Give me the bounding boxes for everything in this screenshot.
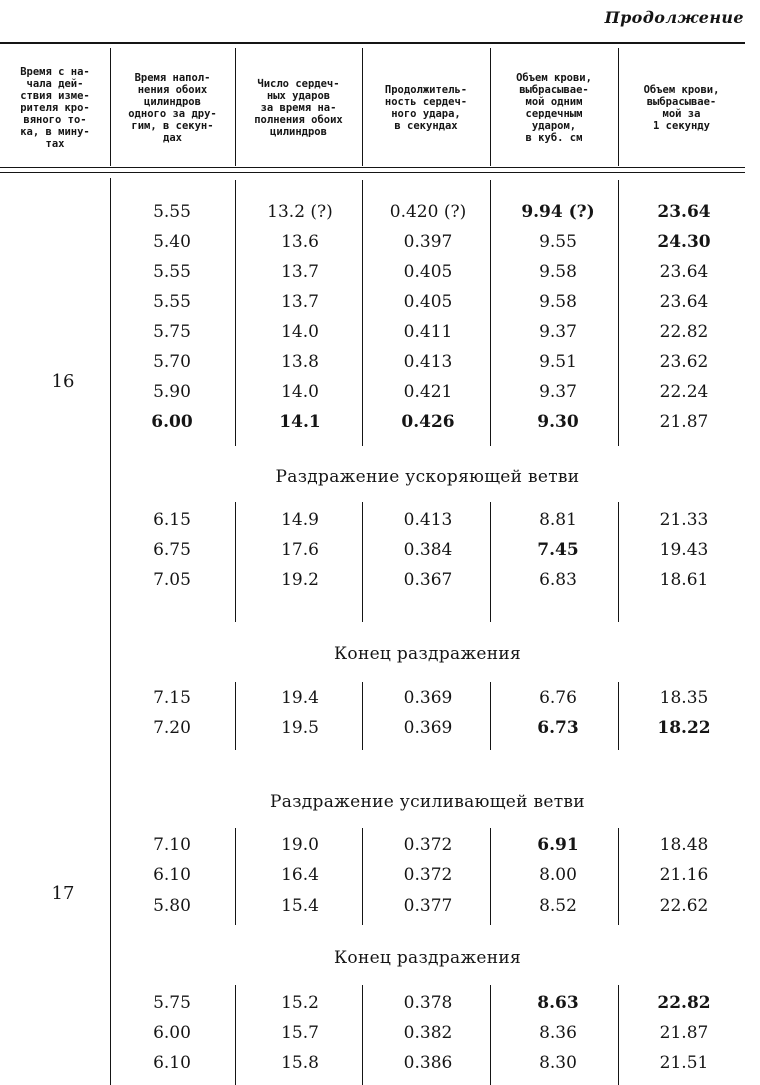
table-cell: 21.87 [659,1023,709,1043]
column-divider [362,985,363,1085]
table-cell: 0.377 [403,896,453,916]
table-cell: 13.7 [281,292,319,312]
column-divider [490,828,491,925]
table-cell: 0.378 [403,993,453,1013]
table-cell: 24.30 [657,232,711,252]
section-title: Конец раздражения [333,644,522,664]
table-cell: 0.369 [403,688,453,708]
table-cell: 9.30 [537,412,579,432]
table-cell: 19.0 [281,835,319,855]
table-cell: 21.51 [659,1053,709,1073]
table-cell: 19.43 [659,540,709,560]
column-header-2: Время напол- нения обоих цилиндров одного за дру- гим, в секун- дах [128,71,217,144]
column-header-5: Объем крови, выбрасывае- мой одним сердечным ударом, в куб. см [516,71,592,144]
table-cell: 0.382 [403,1023,453,1043]
table-cell: 19.4 [281,688,319,708]
table-cell: 9.37 [539,322,577,342]
table-cell: 13.7 [281,262,319,282]
table-cell: 15.4 [281,896,319,916]
table-cell: 0.421 [403,382,453,402]
table-cell: 7.10 [153,835,191,855]
time-group-label: 17 [51,883,75,904]
column-divider [618,502,619,622]
table-cell: 14.0 [281,322,319,342]
table-cell: 14.1 [279,412,321,432]
table-cell: 0.372 [403,835,453,855]
table-cell: 18.22 [657,718,711,738]
table-cell: 9.55 [539,232,577,252]
table-cell: 18.48 [659,835,709,855]
table-cell: 7.45 [537,540,579,560]
header-divider [618,48,619,166]
table-cell: 21.87 [659,412,709,432]
table-cell: 19.2 [281,570,319,590]
top-rule [0,42,745,44]
table-cell: 6.75 [153,540,191,560]
column-divider [362,682,363,750]
table-cell: 13.6 [281,232,319,252]
time-group-label: 16 [51,371,75,392]
table-cell: 0.420 (?) [389,202,467,222]
table-cell: 9.37 [539,382,577,402]
table-cell: 22.62 [659,896,709,916]
table-cell: 6.10 [153,865,191,885]
column-divider [362,502,363,622]
column-divider [490,682,491,750]
column-divider [618,985,619,1085]
section-title: Конец раздражения [333,948,522,968]
table-cell: 22.82 [657,993,711,1013]
column-header-4: Продолжитель- ность сердеч- ного удара, в секундах [384,83,468,132]
column-divider [490,180,491,446]
header-divider [490,48,491,166]
table-cell: 0.413 [403,510,453,530]
table-cell: 18.35 [659,688,709,708]
section-title: Раздражение усиливающей ветви [270,792,585,812]
section-title: Раздражение ускоряющей ветви [275,467,580,487]
column-divider [235,985,236,1085]
table-cell: 5.80 [153,896,191,916]
table-cell: 5.75 [153,322,191,342]
table-cell: 6.15 [153,510,191,530]
table-cell: 0.405 [403,292,453,312]
table-cell: 5.70 [153,352,191,372]
table-cell: 18.61 [659,570,709,590]
table-cell: 8.81 [539,510,577,530]
table-cell: 23.64 [659,292,709,312]
table-cell: 13.2 (?) [267,202,333,222]
table-cell: 9.58 [539,262,577,282]
column-divider [235,828,236,925]
table-cell: 23.64 [657,202,711,222]
table-cell: 7.15 [153,688,191,708]
table-cell: 15.8 [281,1053,319,1073]
table-cell: 0.405 [403,262,453,282]
table-cell: 15.2 [281,993,319,1013]
column-divider [235,502,236,622]
table-cell: 6.00 [151,412,193,432]
table-cell: 9.58 [539,292,577,312]
table-cell: 15.7 [281,1023,319,1043]
header-rule-2 [0,172,745,173]
table-cell: 13.8 [281,352,319,372]
table-cell: 6.83 [539,570,577,590]
table-cell: 23.64 [659,262,709,282]
column-divider [362,180,363,446]
table-cell: 14.9 [281,510,319,530]
table-cell: 21.33 [659,510,709,530]
table-cell: 0.384 [403,540,453,560]
table-cell: 22.24 [659,382,709,402]
table-cell: 23.62 [659,352,709,372]
table-cell: 7.05 [153,570,191,590]
table-cell: 0.397 [403,232,453,252]
table-cell: 0.413 [403,352,453,372]
table-cell: 6.76 [539,688,577,708]
table-cell: 8.63 [537,993,579,1013]
column-header-6: Объем крови, выбрасывае- мой за 1 секунду [643,83,720,132]
table-cell: 21.16 [659,865,709,885]
column-divider [618,180,619,446]
table-cell: 6.10 [153,1053,191,1073]
table-cell: 9.94 (?) [521,202,595,222]
table-cell: 6.73 [537,718,579,738]
table-cell: 6.91 [537,835,579,855]
table-cell: 0.367 [403,570,453,590]
header-rule-1 [0,167,745,168]
column-divider [362,828,363,925]
table-cell: 5.90 [153,382,191,402]
table-cell: 6.00 [153,1023,191,1043]
header-divider [235,48,236,166]
column-divider [235,180,236,446]
column-divider [618,828,619,925]
table-cell: 0.426 [401,412,455,432]
column-header-3: Число сердеч- ных ударов за время на- полнения обоих цилиндров [254,77,343,138]
table-cell: 0.369 [403,718,453,738]
table-cell: 17.6 [281,540,319,560]
table-cell: 5.55 [153,202,191,222]
column-header-1: Время с на- чала дей- ствия изме- рителя кро- вяного то- ка, в мину- тах [20,65,90,150]
table-cell: 5.55 [153,292,191,312]
table-cell: 8.30 [539,1053,577,1073]
column-divider [490,985,491,1085]
table-cell: 22.82 [659,322,709,342]
table-cell: 16.4 [281,865,319,885]
table-cell: 5.55 [153,262,191,282]
table-cell: 0.411 [403,322,453,342]
table-cell: 0.372 [403,865,453,885]
table-cell: 14.0 [281,382,319,402]
header-divider [362,48,363,166]
table-cell: 8.52 [539,896,577,916]
header-divider [110,48,111,166]
table-cell: 7.20 [153,718,191,738]
table-cell: 9.51 [539,352,577,372]
column-divider [618,682,619,750]
table-cell: 8.36 [539,1023,577,1043]
table-cell: 8.00 [539,865,577,885]
table-cell: 19.5 [281,718,319,738]
column-divider [490,502,491,622]
table-cell: 5.40 [153,232,191,252]
table-cell: 5.75 [153,993,191,1013]
continuation-label: Продолжение [604,8,744,27]
table-cell: 0.386 [403,1053,453,1073]
left-column-divider [110,178,111,1085]
column-divider [235,682,236,750]
